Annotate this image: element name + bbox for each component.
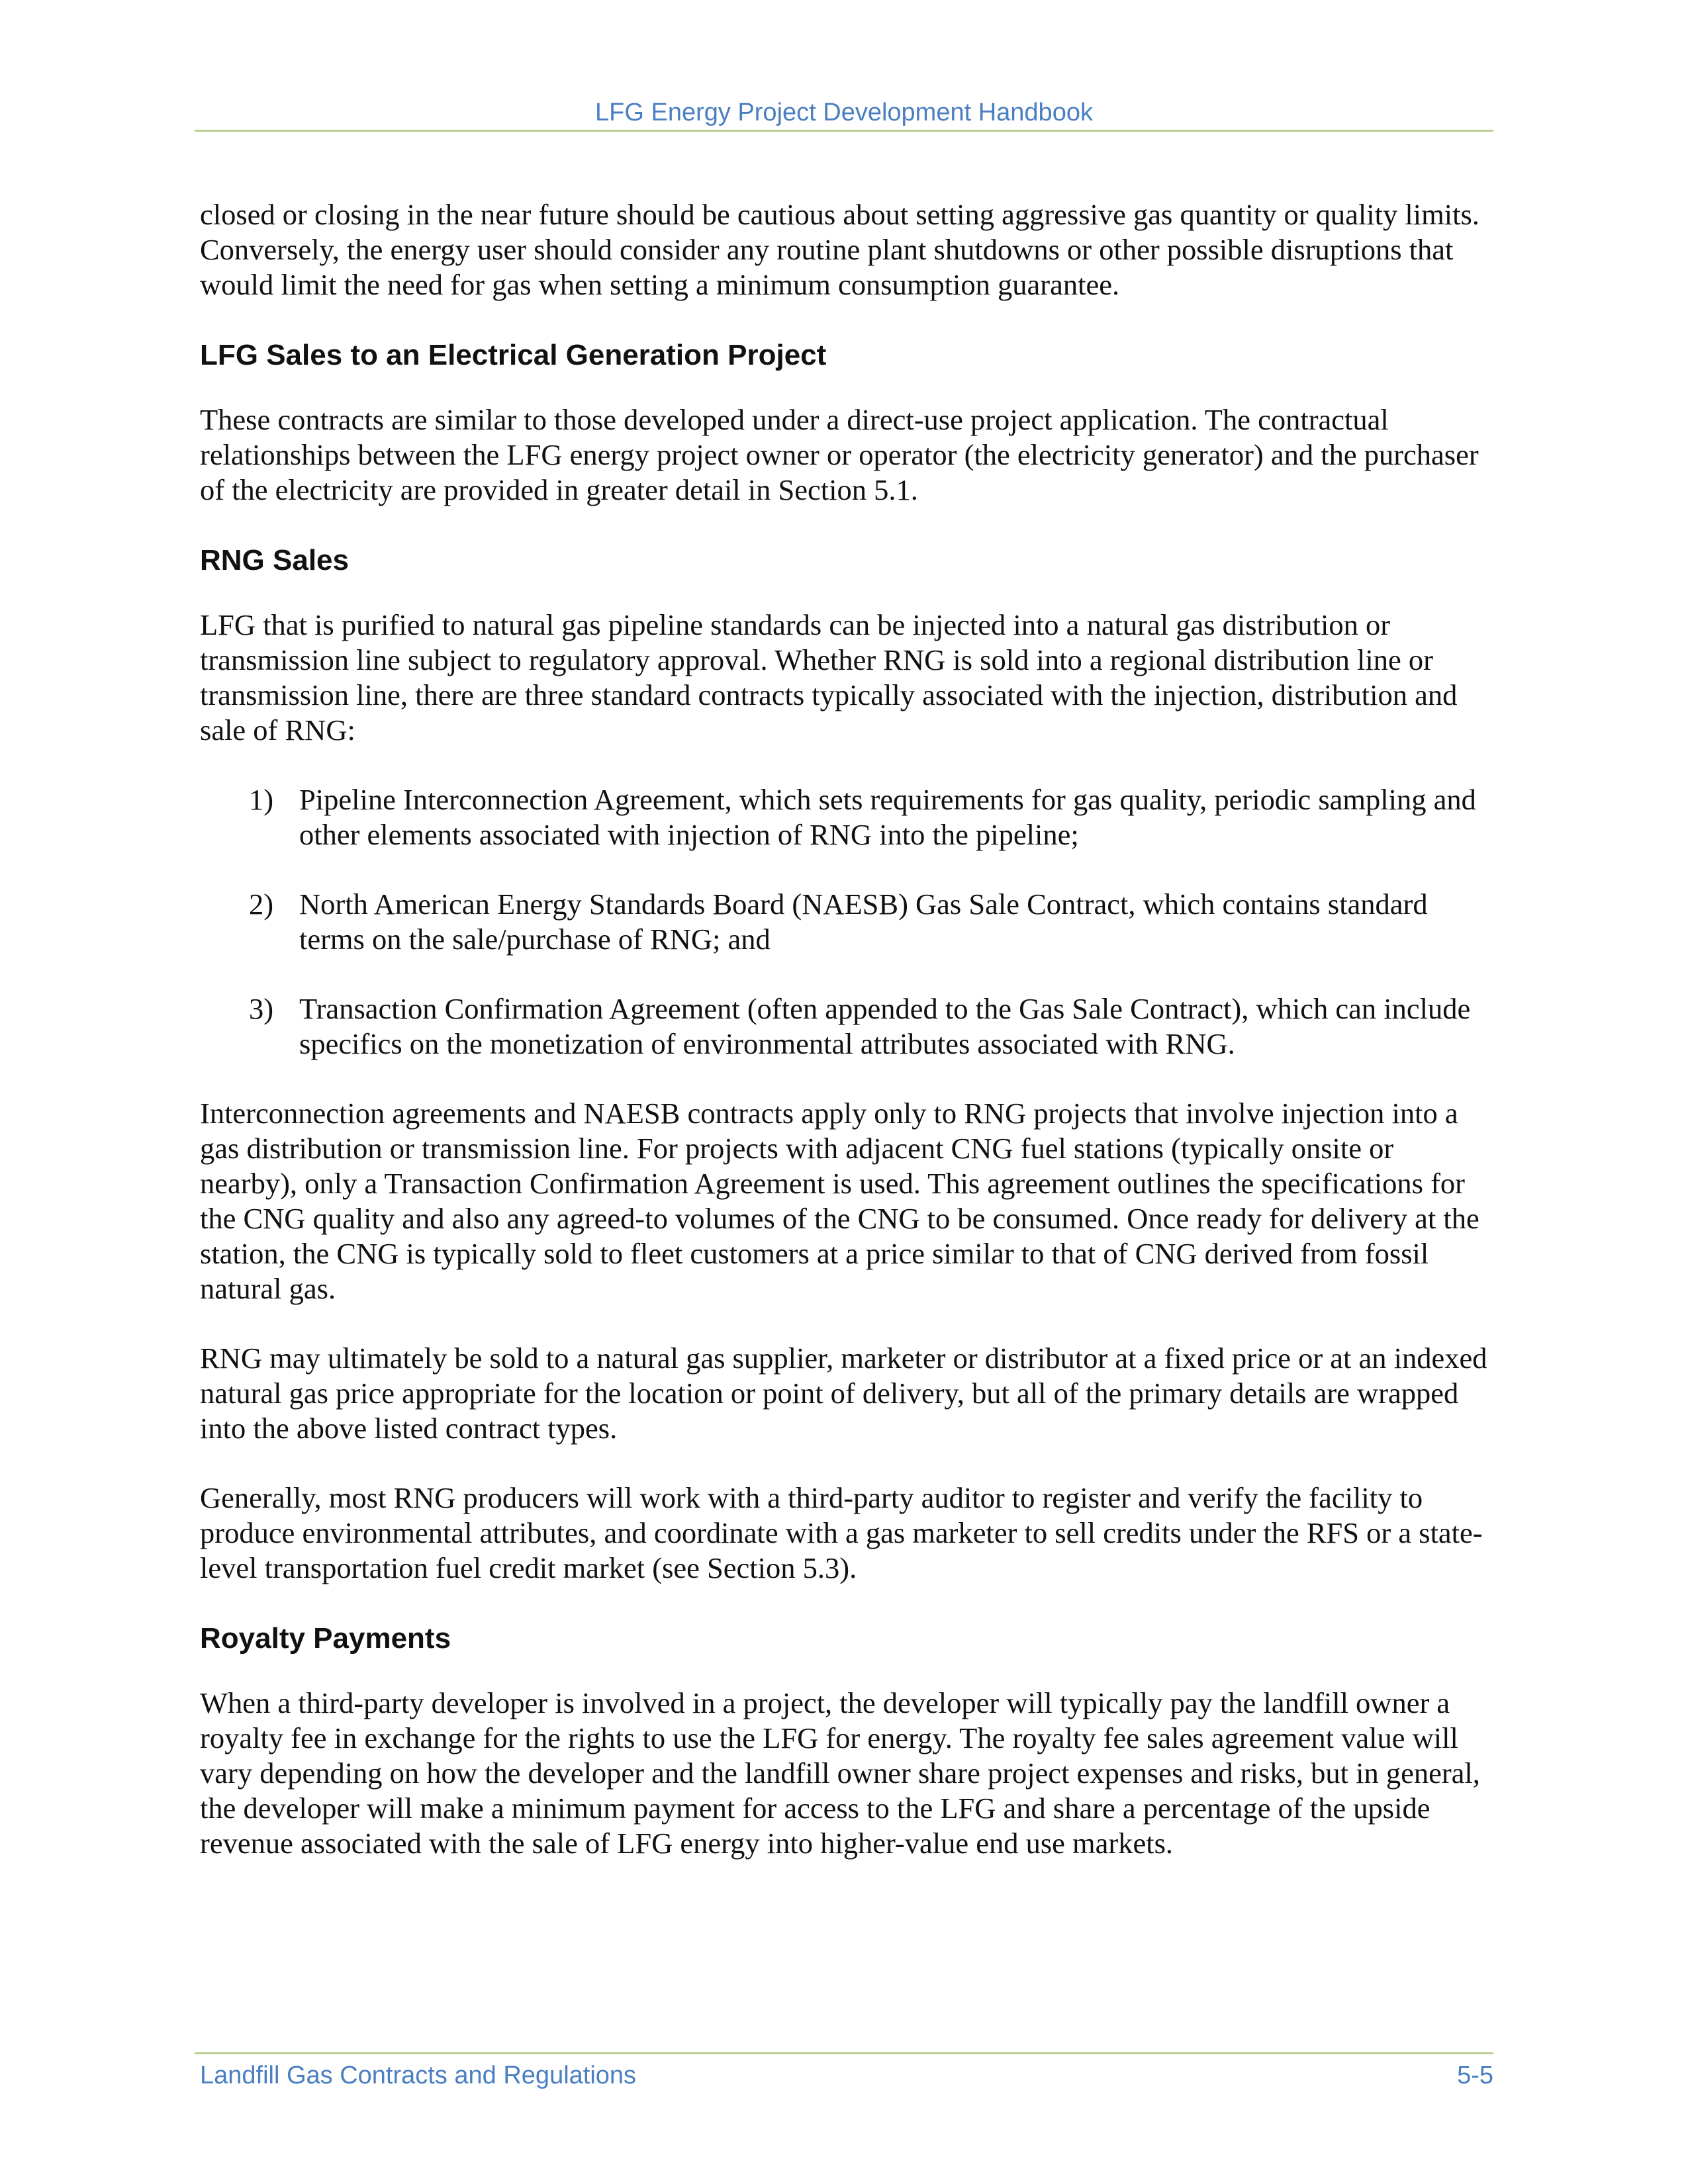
list-item-text: Pipeline Interconnection Agreement, which sets requirements for gas quality, periodic sampling and other elements associated with injection of RNG into the pipeline; [299,783,1476,851]
paragraph-interconnection: Interconnection agreements and NAESB contracts apply only to RNG projects that involve injection into a gas distribution or transmission line. For projects with adjacent CNG fuel stations (typically onsite or nearby), only a Transaction Confirmation Agreement is used. This agreement outlines the specifications for the CNG quality and also any agreed-to volumes of the CNG to be consumed. Once ready for delivery at the station, the CNG is typically sold to fleet customers at a price similar to that of CNG derived from fossil natural gas. [200,1097,1479,1305]
intro-paragraph: closed or closing in the near future should be cautious about setting aggressive gas quantity or quality limits. Conversely, the energy user should consider any routine plant shutdowns or other possible disruptions that would limit the need for gas when setting a minimum consumption guarantee. [200,198,1479,301]
footer-section-title: Landfill Gas Contracts and Regulations [200,2062,637,2089]
section-heading-rng: RNG Sales [200,544,349,576]
section-heading-royalty: Royalty Payments [200,1622,451,1655]
page-body [200,197,1497,1895]
footer-page-number: 5-5 [1457,2062,1493,2089]
list-item [200,887,1497,957]
paragraph-electrical: These contracts are similar to those developed under a direct-use project application. The contractual relationships between the LFG energy project owner or operator (the electricity generator) and the purchaser of the electricity are provided in greater detail in Section 5.1. [200,403,1479,506]
footer-divider [195,2052,1493,2054]
running-header: LFG Energy Project Development Handbook [595,99,1093,126]
list-item [200,991,1497,1062]
paragraph-royalty: When a third-party developer is involved in a project, the developer will typically pay the landfill owner a royalty fee in exchange for the rights to use the LFG for energy. The royalty fee sales agreement value will vary depending on how the developer and the landfill owner share project expenses and risks, but in general, the developer will make a minimum payment for access to the LFG and share a percentage of the upside revenue associated with the sale of LFG energy into higher-value end use markets. [200,1686,1480,1860]
paragraph-rng-intro: LFG that is purified to natural gas pipeline standards can be injected into a natural gas distribution or transmission line subject to regulatory approval. Whether RNG is sold into a regional distribution line or transmission line, there are three standard contracts typically associated with the injection, distribution and sale of RNG: [200,608,1458,747]
section-heading-electrical: LFG Sales to an Electrical Generation Project [200,339,827,371]
rng-contract-list [200,782,1497,1062]
list-item-text: Transaction Confirmation Agreement (often appended to the Gas Sale Contract), which can include specifics on the monetization of environmental attributes associated with RNG. [299,992,1471,1060]
list-item [200,782,1497,852]
paragraph-generally: Generally, most RNG producers will work with a third-party auditor to register and verify the facility to produce environmental attributes, and coordinate with a gas marketer to sell credits under the RFS or a state-level transportation fuel credit market (see Section 5.3). [200,1481,1483,1584]
list-item-number: 2) [249,887,274,921]
list-item-number: 3) [249,992,274,1025]
paragraph-rng-sold: RNG may ultimately be sold to a natural gas supplier, marketer or distributor at a fixed price or at an indexed natural gas price appropriate for the location or point of delivery, but all of the primary details are wrapped into the above listed contract types. [200,1342,1487,1445]
list-item-number: 1) [249,783,274,816]
list-item-text: North American Energy Standards Board (NAESB) Gas Sale Contract, which contains standard terms on the sale/purchase of RNG; and [299,887,1428,956]
header-divider [195,130,1493,132]
